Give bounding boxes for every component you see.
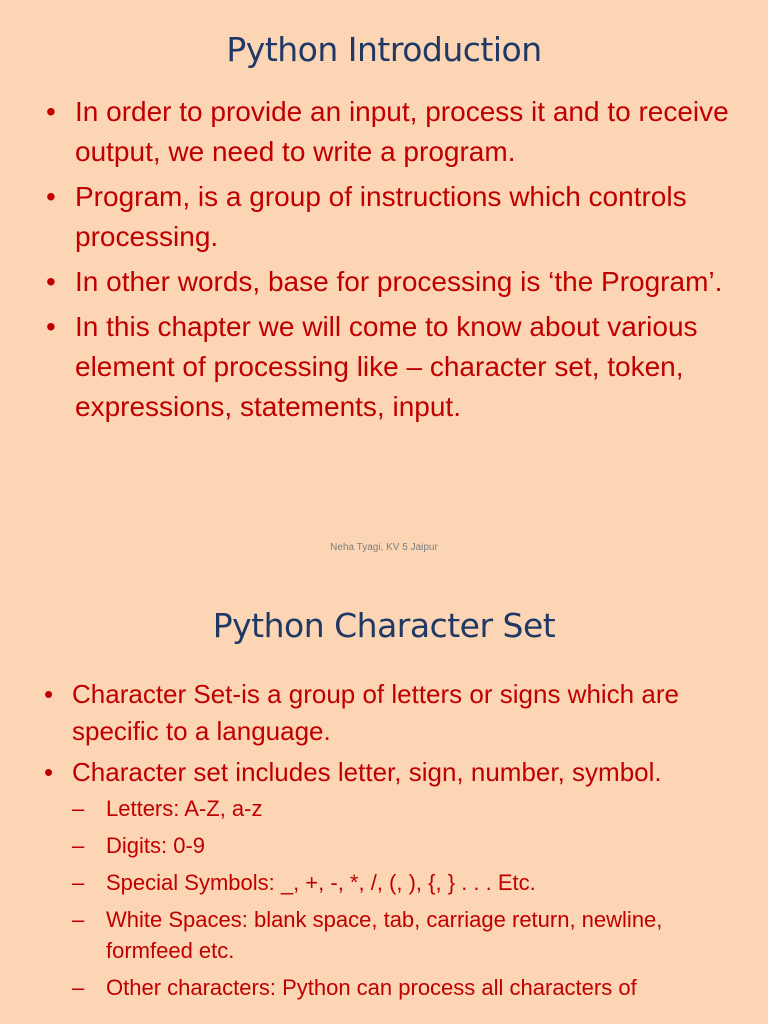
bullet-list bbox=[44, 676, 754, 1009]
sub-bullet-item: – Special Symbols: _, +, -, *, /, (, ), {, } . . . Etc. bbox=[72, 867, 754, 898]
slide-title: Python Introduction bbox=[226, 30, 542, 69]
dash-icon: – bbox=[72, 975, 85, 1000]
bullet-icon: • bbox=[44, 679, 54, 709]
bullet-item: • Program, is a group of instructions which controls processing. bbox=[46, 177, 746, 257]
bullet-list bbox=[46, 92, 746, 432]
dash-icon: – bbox=[72, 870, 85, 895]
bullet-item: • Character Set-is a group of letters or signs which are specific to a language. bbox=[44, 676, 754, 750]
dash-icon: – bbox=[72, 796, 85, 821]
bullet-icon: • bbox=[46, 311, 56, 342]
sub-bullet-list bbox=[72, 793, 754, 1003]
bullet-icon: • bbox=[46, 266, 56, 297]
slide-title: Python Character Set bbox=[212, 606, 556, 645]
dash-icon: – bbox=[72, 833, 85, 858]
bullet-icon: • bbox=[44, 757, 54, 787]
slide-python-character-set bbox=[0, 576, 768, 1024]
bullet-icon: • bbox=[46, 181, 56, 212]
bullet-item: • In other words, base for processing is ‘the Program’. bbox=[46, 262, 746, 302]
dash-icon: – bbox=[72, 907, 85, 932]
sub-bullet-item: – Digits: 0-9 bbox=[72, 830, 754, 861]
slide-footer: Neha Tyagi, KV 5 Jaipur bbox=[330, 542, 438, 553]
sub-bullet-item: – White Spaces: blank space, tab, carriage return, newline, formfeed etc. bbox=[72, 904, 754, 966]
bullet-item: • In this chapter we will come to know about various element of processing like – character set, token, expressions, statements, input. bbox=[46, 307, 746, 427]
bullet-icon: • bbox=[46, 96, 56, 127]
sub-bullet-item: – Other characters: Python can process all characters of bbox=[72, 972, 754, 1003]
sub-bullet-item: – Letters: A-Z, a-z bbox=[72, 793, 754, 824]
bullet-item: • Character set includes letter, sign, number, symbol. – Letters: A-Z, a-z – Digits: 0-9 – Special Symbols: _, +, -, *, /, (, ), {, } . . . Etc. – White Spaces: blank space, tab, carriage return, newline, formfeed etc. – Other characters: Python can process all characters of bbox=[44, 754, 754, 1003]
bullet-item: • In order to provide an input, process it and to receive output, we need to write a program. bbox=[46, 92, 746, 172]
